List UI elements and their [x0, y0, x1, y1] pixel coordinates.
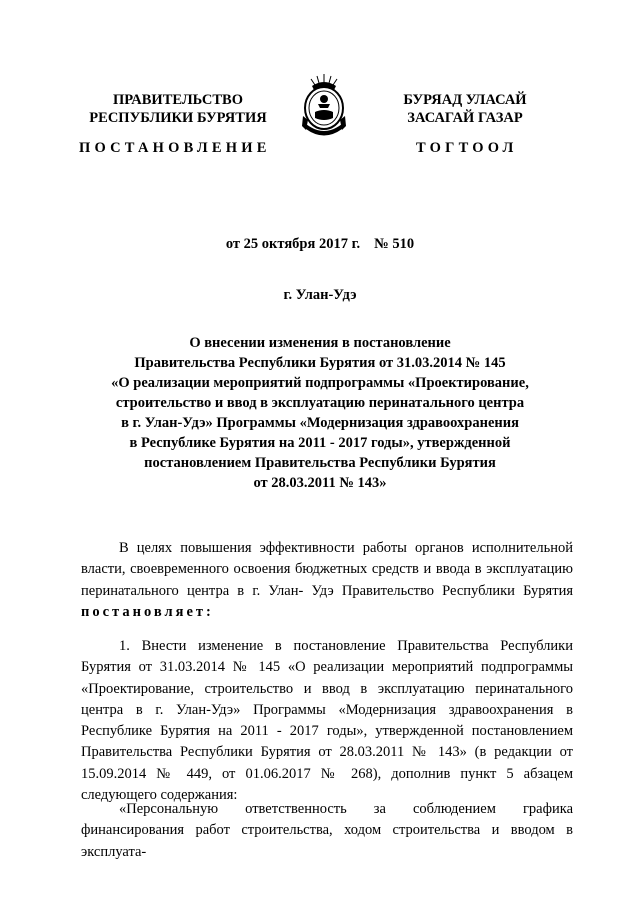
- title-line: в г. Улан-Удэ» Программы «Модернизация здравоохранения: [121, 415, 519, 431]
- item-1-paragraph: [81, 636, 573, 806]
- title-line: Правительства Республики Бурятия от 31.03.2014 № 145: [134, 355, 506, 371]
- title-line: О внесении изменения в постановление: [189, 335, 451, 351]
- preamble-text: В целях повышения эффективности работы органов исполнительной власти, своевременного освоения бюджетных средств и ввода в эксплуатацию перинатального центра в г. Улан- Удэ Правительство Республики Бурятия: [81, 540, 573, 599]
- header-right-doc-kind: ТОГТООЛ: [416, 140, 518, 156]
- header-right-org-line1: БУРЯАД УЛАСАЙ: [403, 92, 527, 108]
- preamble-emphasis: постановляет:: [81, 603, 214, 620]
- title-line: постановлением Правительства Республики Бурятия: [144, 455, 496, 471]
- document-date-line: [0, 236, 640, 253]
- header-left-org-line2: РЕСПУБЛИКИ БУРЯТИЯ: [89, 110, 267, 126]
- quote-paragraph: [81, 799, 573, 863]
- title-line: «О реализации мероприятий подпрограммы «Проектирование,: [111, 375, 529, 391]
- title-line: от 28.03.2011 № 143»: [253, 475, 387, 491]
- title-line: строительство и ввод в эксплуатацию перинатального центра: [115, 395, 525, 411]
- document-number: № 510: [374, 236, 415, 252]
- document-date: от 25 октября 2017 г.: [225, 236, 361, 252]
- preamble-paragraph: [81, 538, 573, 623]
- header-right-org-line2: ЗАСАГАЙ ГАЗАР: [407, 110, 523, 126]
- header-left-org-line1: ПРАВИТЕЛЬСТВО: [113, 92, 243, 108]
- coat-of-arms-icon: [301, 72, 347, 142]
- quote-text: «Персональную ответственность за соблюдением графика финансирования работ строительства, ходом строительства и вводом в эксплуата-: [81, 801, 573, 860]
- document-title: [100, 333, 540, 493]
- title-line: в Республике Бурятия на 2011 - 2017 годы», утвержденной: [129, 435, 511, 451]
- header-left-org: [88, 91, 268, 127]
- document-city: г. Улан-Удэ: [283, 287, 357, 303]
- item-1-text: 1. Внести изменение в постановление Правительства Республики Бурятия от 31.03.2014 № 145 «О реализации мероприятий подпрограммы «Проектирование, строительство и ввод в эксплуатацию перинатального центра в г. Улан-Удэ» Программы «Модернизация здравоохранения в Республике Бурятия на 2011 - 2017 годы», утвержденной постановлением Правительства Республики Бурятия от 28.03.2011 № 143» (в редакции от 15.09.2014 № 449, от 01.06.2017 № 268), дополнив пункт 5 абзацем следующего содержания:: [81, 638, 573, 804]
- header-right-org: [384, 91, 546, 127]
- header-left-doc-kind: ПОСТАНОВЛЕНИЕ: [79, 140, 271, 156]
